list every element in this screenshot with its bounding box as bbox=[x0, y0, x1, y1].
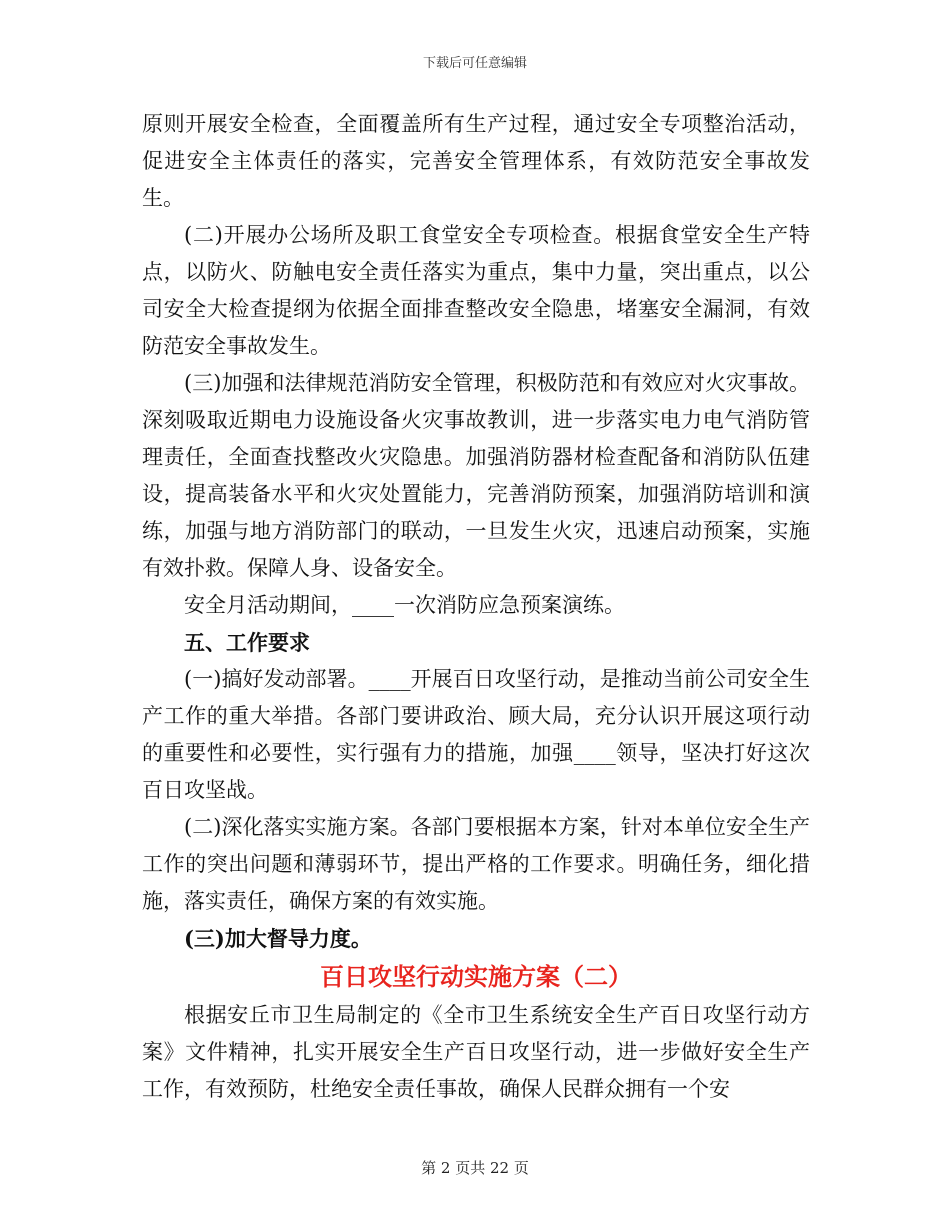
paragraph-fire-safety: (三)加强和法律规范消防安全管理，积极防范和有效应对火灾事故。深刻吸取近期电力设施设备火灾事故教训，进一步落实电力电气消防管理责任，全面查找整改火灾隐患。加强消防器材检查配备和消防队伍建设，提高装备水平和火灾处置能力，完善消防预案，加强消防培训和演练，加强与地方消防部门的联动，一旦发生火灾，迅速启动预案，实施有效扑救。保障人身、设备安全。 bbox=[142, 371, 810, 580]
paragraph-fire-drill: 安全月活动期间，____一次消防应急预案演练。 bbox=[184, 593, 625, 617]
intro-paragraph: 根据安丘市卫生局制定的《全市卫生系统安全生产百日攻坚行动方案》文件精神，扎实开展安全生产百日攻坚行动，进一步做好安全生产工作，有效预防，杜绝安全责任事故，确保人民群众拥有一个安 bbox=[142, 1003, 810, 1101]
requirement-item-3: (三)加大督导力度。 bbox=[184, 926, 372, 951]
document-body bbox=[142, 106, 810, 1108]
requirement-item-2: (二)深化落实实施方案。各部门要根据本方案，针对本单位安全生产工作的突出问题和薄弱环节，提出严格的工作要求。明确任务，细化措施，落实责任，确保方案的有效实施。 bbox=[142, 815, 810, 913]
paragraph-continuation: 原则开展安全检查，全面覆盖所有生产过程，通过安全专项整治活动，促进安全主体责任的落实，完善安全管理体系，有效防范安全事故发生。 bbox=[142, 112, 810, 210]
section-heading-work-requirements: 五、工作要求 bbox=[184, 630, 310, 655]
page-header: 下载后可任意编辑 bbox=[422, 56, 527, 71]
page-footer: 第 2 页共 22 页 bbox=[421, 1159, 529, 1177]
document-title: 百日攻坚行动实施方案（二） bbox=[320, 962, 632, 991]
requirement-item-1: (一)搞好发动部署。____开展百日攻坚行动，是推动当前公司安全生产工作的重大举措。各部门要讲政治、顾大局，充分认识开展这项行动的重要性和必要性，实行强有力的措施，加强____领导，坚决打好这次百日攻坚战。 bbox=[142, 667, 810, 802]
paragraph-canteen-inspection: (二)开展办公场所及职工食堂安全专项检查。根据食堂安全生产特点，以防火、防触电安全责任落实为重点，集中力量，突出重点，以公司安全大检查提纲为依据全面排查整改安全隐患，堵塞安全漏洞，有效防范安全事故发生。 bbox=[142, 223, 810, 358]
